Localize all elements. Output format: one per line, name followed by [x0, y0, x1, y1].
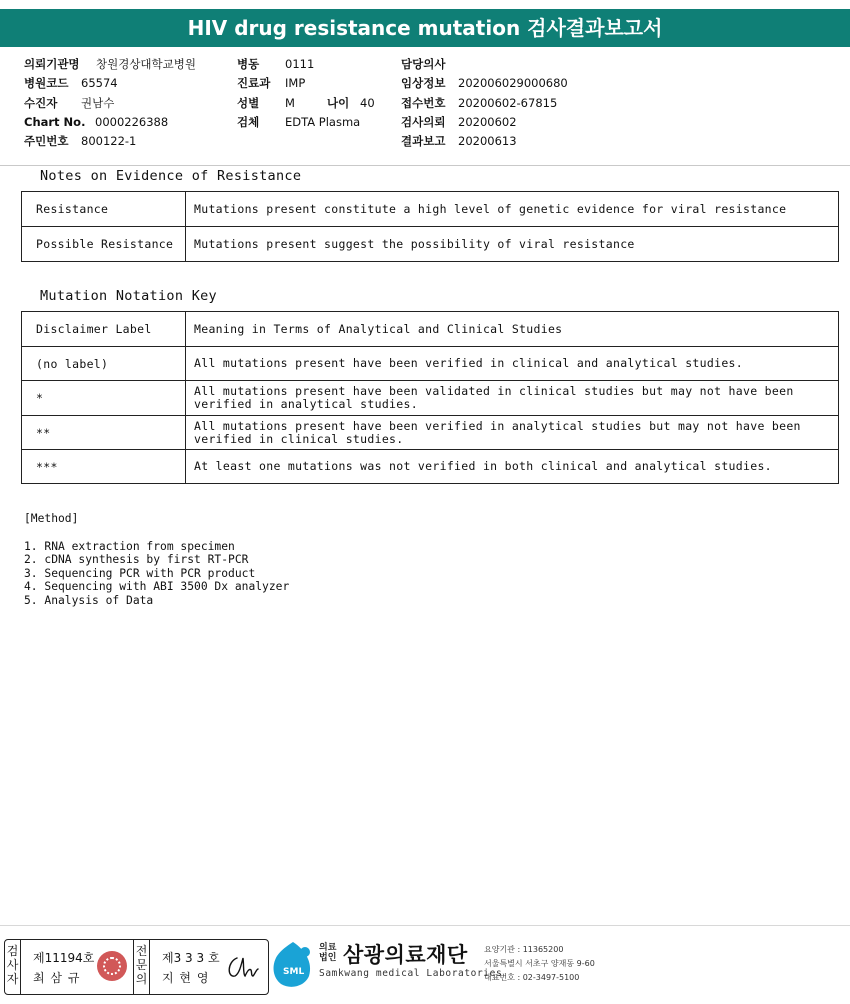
- table-cell-text: All mutations present have been verified in clinical and analytical studies.: [186, 347, 839, 381]
- info-row: [401, 94, 568, 113]
- info-value: IMP: [285, 76, 306, 91]
- key-title: Mutation Notation Key: [40, 288, 217, 304]
- table-cell-text: Meaning in Terms of Analytical and Clinical Studies: [186, 312, 839, 347]
- info-label: 검체: [237, 114, 260, 129]
- method-steps: [24, 540, 289, 607]
- info-row: [237, 94, 375, 113]
- info-label: 담당의사: [401, 57, 446, 71]
- info-row: [24, 55, 196, 74]
- info-label: 의뢰기관명: [24, 57, 80, 71]
- org-info: [484, 943, 595, 985]
- key-table: [21, 311, 839, 484]
- table-cell-label: *: [22, 381, 186, 416]
- org-info-line: 요양기관 : 11365200: [484, 945, 564, 954]
- signature-box: [4, 939, 269, 995]
- info-label: 접수번호: [401, 95, 446, 110]
- info-label: 결과보고: [401, 134, 446, 149]
- info-value: 창원경상대학교병원: [96, 57, 196, 71]
- table-cell-text: Mutations present suggest the possibility of viral resistance: [186, 227, 839, 262]
- table-row: [22, 192, 839, 227]
- info-row: [401, 132, 568, 151]
- table-row: [22, 347, 839, 381]
- signature-icon: [225, 952, 261, 982]
- method-title: [Method]: [24, 512, 79, 525]
- info-row: [401, 113, 568, 132]
- info-value: 20200613: [458, 134, 517, 149]
- org-english-name: Samkwang medical Laboratories: [319, 968, 503, 979]
- info-row: [24, 113, 196, 132]
- specialist-license: 제3 3 3 호: [162, 951, 220, 965]
- inspector-label: 검사자: [5, 940, 21, 994]
- table-row: [22, 416, 839, 450]
- patient-info: [0, 55, 850, 165]
- table-cell-label: Resistance: [22, 192, 186, 227]
- list-item: 3. Sequencing PCR with PCR product: [24, 566, 256, 580]
- info-row: [237, 113, 375, 132]
- info-column-2: [237, 55, 375, 132]
- org-name: 삼광의료재단: [343, 943, 468, 967]
- divider: [0, 165, 850, 166]
- inspector-license: 제11194호: [33, 951, 95, 965]
- notes-table: [21, 191, 839, 262]
- info-column-1: [24, 55, 196, 151]
- table-row: [22, 450, 839, 484]
- org-info-line: 대표번호 : 02-3497-5100: [484, 973, 580, 982]
- info-label: 수진자: [24, 95, 58, 110]
- info-value: 0000226388: [95, 114, 169, 129]
- info-row: [24, 94, 196, 113]
- info-value: 65574: [81, 76, 118, 91]
- table-cell-label: ***: [22, 450, 186, 484]
- logo-text: SML: [283, 967, 305, 977]
- info-value: 20200602-67815: [458, 95, 558, 110]
- list-item: 2. cDNA synthesis by first RT-PCR: [24, 553, 249, 567]
- seal-stamp-icon: [97, 951, 127, 981]
- table-cell-label: (no label): [22, 347, 186, 381]
- info-value: 40: [360, 95, 375, 110]
- notes-title: Notes on Evidence of Resistance: [40, 168, 302, 184]
- info-label: Chart No.: [24, 114, 86, 129]
- table-row: [22, 381, 839, 416]
- table-cell-text: All mutations present have been validated in clinical studies but may not have been verified in analytical studies.: [186, 381, 839, 416]
- footer-divider: [0, 925, 850, 926]
- info-row: [237, 74, 375, 93]
- specialist-name: 지 현 영: [162, 971, 210, 985]
- table-cell-label: Possible Resistance: [22, 227, 186, 262]
- info-label: 임상정보: [401, 76, 446, 91]
- inspector-name: 최 삼 규: [33, 971, 81, 985]
- org-info-line: 서울특별시 서초구 양재동 9-60: [484, 959, 595, 968]
- info-column-3: [401, 55, 568, 151]
- info-row: [24, 132, 196, 151]
- info-value: 202006029000680: [458, 76, 568, 91]
- info-value: M: [285, 95, 295, 110]
- info-value: EDTA Plasma: [285, 114, 361, 129]
- table-row: [22, 227, 839, 262]
- info-row: [237, 55, 375, 74]
- info-value: 20200602: [458, 114, 517, 129]
- table-cell-text: At least one mutations was not verified in both clinical and analytical studies.: [186, 450, 839, 484]
- info-row: [401, 55, 568, 74]
- info-row: [24, 74, 196, 93]
- info-label: 주민번호: [24, 134, 69, 149]
- list-item: 1. RNA extraction from specimen: [24, 540, 235, 553]
- report-title: HIV drug resistance mutation 검사결과보고서: [0, 9, 850, 47]
- specialist-label: 전문의: [134, 940, 150, 994]
- info-label: 검사의뢰: [401, 114, 446, 129]
- info-row: [401, 74, 568, 93]
- info-value: 800122-1: [81, 134, 137, 149]
- info-label: 진료과: [237, 76, 271, 91]
- table-cell-label: Disclaimer Label: [22, 312, 186, 347]
- table-cell-text: Mutations present constitute a high level of genetic evidence for viral resistance: [186, 192, 839, 227]
- info-label: 나이: [327, 95, 350, 110]
- org-type: 의료 법인: [319, 943, 337, 963]
- info-label: 병동: [237, 57, 260, 71]
- list-item: 4. Sequencing with ABI 3500 Dx analyzer: [24, 580, 290, 594]
- sml-logo-icon: [271, 940, 315, 990]
- table-row: [22, 312, 839, 347]
- info-value: 0111: [285, 57, 315, 71]
- info-label: 성별: [237, 95, 260, 110]
- info-label: 병원코드: [24, 76, 69, 91]
- table-cell-label: **: [22, 416, 186, 450]
- list-item: 5. Analysis of Data: [24, 593, 154, 607]
- table-cell-text: All mutations present have been verified in analytical studies but may not have been verified in clinical studies.: [186, 416, 839, 450]
- info-value: 권남수: [81, 95, 115, 110]
